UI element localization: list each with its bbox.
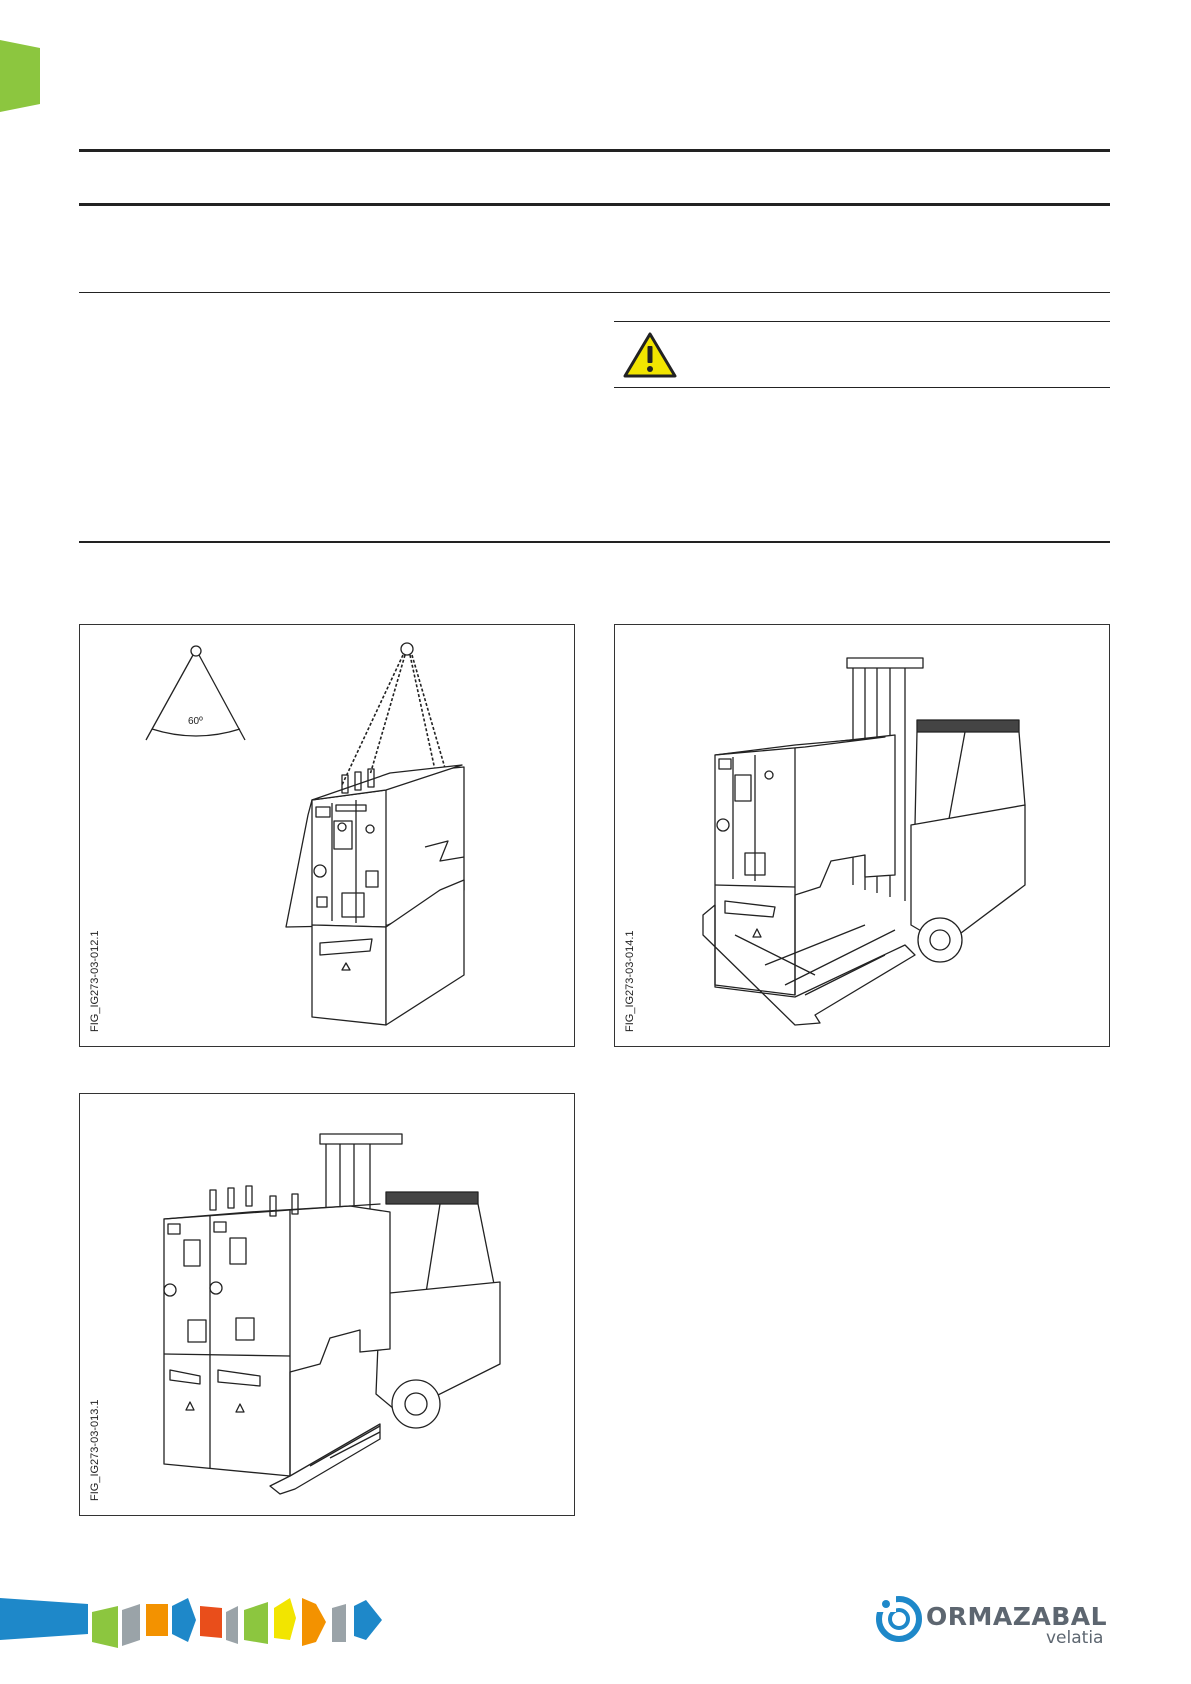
figure-forklift-double <box>79 1093 575 1516</box>
corner-tab <box>0 40 40 112</box>
figure-forklift-single <box>614 624 1110 1047</box>
figure-code: FIG_IG273-03-014.1 <box>624 930 636 1032</box>
ormazabal-logo-icon <box>876 1596 922 1642</box>
header-rule-top <box>79 149 1110 152</box>
header-rule-second <box>79 203 1110 206</box>
brand-subtitle: velatia <box>1046 1628 1104 1648</box>
warning-triangle-icon <box>622 331 678 379</box>
warning-block <box>614 321 1110 388</box>
brand-name: ORMAZABAL <box>926 1602 1108 1631</box>
figure-crane-lift <box>79 624 575 1047</box>
brand-logo <box>876 1596 1116 1656</box>
section-rule-figures <box>79 541 1110 543</box>
section-rule-thin <box>79 292 1110 293</box>
angle-label: 60º <box>188 716 203 727</box>
figure-code: FIG_IG273-03-012.1 <box>89 930 101 1032</box>
figure-code: FIG_IG273-03-013.1 <box>89 1399 101 1501</box>
footer-stripes <box>0 1590 390 1650</box>
